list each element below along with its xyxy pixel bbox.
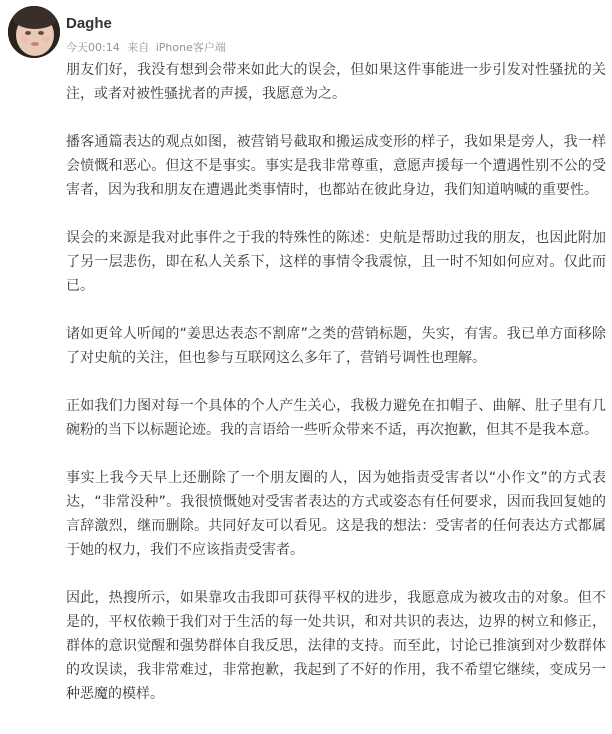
post-paragraph-4: 诸如更耸人听闻的“姜思达表态不割席”之类的营销标题，失实，有害。我已单方面移除了对史航的关注，但也参与互联网这么多年了，营销号调性也理解。 (66, 326, 606, 366)
post-paragraph-5: 正如我们力图对每一个具体的个人产生关心，我极力避免在扣帽子、曲解、肚子里有几碗粉的当下以标题论迹。我的言语给一些听众带来不适，再次抱歉，但其不是我本意。 (66, 398, 606, 438)
post-source-client[interactable]: iPhone客户端 (155, 41, 226, 54)
post-paragraph-3: 误会的来源是我对此事件之于我的特殊性的陈述：史航是帮助过我的朋友，也因此附加了另一层悲伤，即在私人关系下，这样的事情令我震惊，且一时不知如何应对。仅此而已。 (66, 230, 606, 294)
post-content (66, 58, 606, 706)
post-paragraph-2: 播客通篇表达的观点如图，被营销号截取和搬运成变形的样子，我如果是旁人，我一样会愤慨和恶心。但这不是事实。事实是我非常尊重，意愿声援每一个遭遇性别不公的受害者，因为我和朋友在遭遇此类事情时，也都站在彼此身边，我们知道呐喊的重要性。 (66, 134, 606, 198)
avatar[interactable] (8, 6, 60, 58)
post-paragraph-7: 因此，热搜所示，如果靠攻击我即可获得平权的进步，我愿意成为被攻击的对象。但不是的，平权依赖于我们对于生活的每一处共识，和对共识的表达，边界的树立和修正，群体的意识觉醒和强势群体自我反思，法律的支持。而至此，讨论已推演到对少数群体的攻误读，我非常难过，非常抱歉，我起到了不好的作用，我不希望它继续，变成另一种恶魔的模样。 (66, 590, 606, 702)
avatar-photo-icon (8, 6, 60, 58)
post-time[interactable]: 今天00:14 (66, 41, 120, 54)
post-source-prefix: 来自 (127, 41, 150, 54)
post-meta (66, 39, 226, 55)
post-header (8, 6, 598, 58)
post-paragraph-6: 事实上我今天早上还删除了一个朋友圈的人，因为她指责受害者以“小作文”的方式表达，“非常没种”。我很愤慨她对受害者表达的方式或姿态有任何要求，因而我回复她的言辞激烈，继而删除。共同好友可以看见。这是我的想法：受害者的任何表达方式都属于她的权力，我们不应该指责受害者。 (66, 470, 606, 558)
username-link[interactable]: Daghe (66, 15, 112, 32)
post-paragraph-1: 朋友们好，我没有想到会带来如此大的误会，但如果这件事能进一步引发对性骚扰的关注，或者对被性骚扰者的声援，我愿意为之。 (66, 62, 606, 102)
